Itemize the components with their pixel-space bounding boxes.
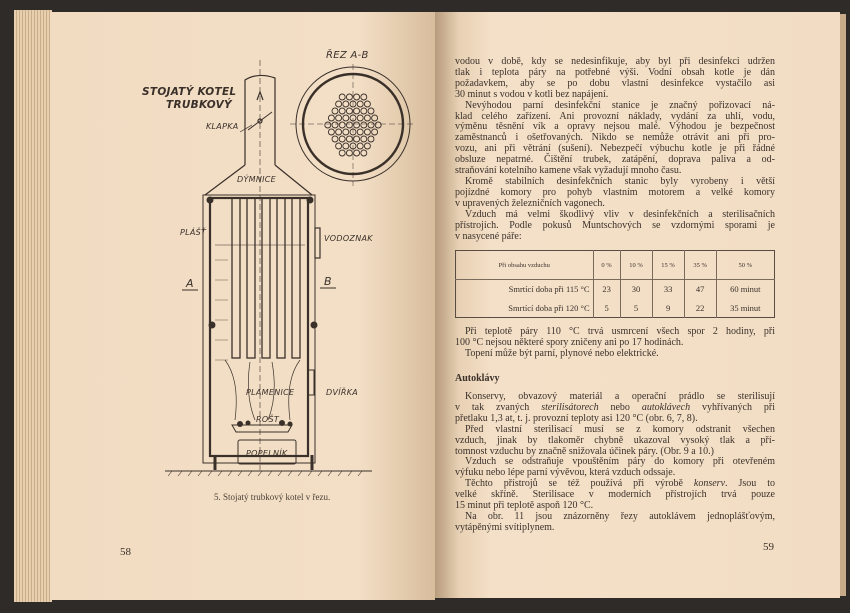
- tube-circle: [375, 122, 381, 128]
- label-firetubes: PLAMENICE: [246, 388, 295, 397]
- tube-circle: [354, 94, 360, 100]
- label-grate: ROŠT: [256, 415, 280, 424]
- text-line: Konservy, obvazový materiál a operační prádlo se sterilisují: [465, 391, 775, 402]
- text-line: vytápěnými svítiplynem.: [455, 521, 555, 533]
- text-line: pojízdné komory pro pohyb vlastním motorem a velké komory: [455, 186, 775, 198]
- tube-circle: [332, 108, 338, 114]
- text-line: klad celého zařízení. Ani provozní náklady, vydání za uhlí, vodu,: [455, 110, 775, 122]
- table-cell: 5: [620, 299, 652, 318]
- tube-circle: [339, 150, 345, 156]
- tube-circle: [368, 122, 374, 128]
- label-a: A: [186, 277, 194, 290]
- tube-circle: [346, 122, 352, 128]
- table-cell: Smrtící doba při 115 °C: [508, 284, 590, 295]
- tube-circle: [339, 108, 345, 114]
- text-line: Nevýhodou parní desinfekční stanice je značný pořizovací ná-: [465, 99, 775, 111]
- tube-circle: [343, 143, 349, 149]
- table-cell: 35 minut: [716, 299, 774, 318]
- spore-kill-table: [455, 250, 775, 318]
- text-line: Při teplotě páry 110 °C trvá usmrcení všech spor 2 hodiny, při: [465, 326, 775, 337]
- tube-circle: [339, 136, 345, 142]
- label-shell: PLÁŠŤ: [180, 228, 207, 237]
- boiler-body: [203, 195, 320, 470]
- label-b: B: [324, 275, 332, 288]
- tube-circle: [325, 122, 331, 128]
- tube-circle: [346, 108, 352, 114]
- tube-circle: [361, 94, 367, 100]
- tube-circle: [332, 122, 338, 128]
- text-line: tlak i teplota páry na potřebné výši. Vodní obsah kotle je dán: [455, 66, 775, 78]
- tube-circle: [336, 129, 342, 135]
- text-line: vodou v době, kdy se nedesinfikuje, aby byl při desinfekci udržen: [455, 56, 775, 67]
- label-ashpan: POPELNÍK: [246, 449, 288, 458]
- tube-circle: [361, 136, 367, 142]
- text-line: obsluze nepatrné. Čištění trubek, zatápění, doprava paliva a od-: [455, 154, 775, 166]
- table-cell: 33: [652, 280, 684, 299]
- table-cell: 9: [652, 299, 684, 318]
- table-header: 0 %: [593, 251, 620, 280]
- tube-circle: [364, 115, 370, 121]
- tube-circle: [357, 143, 363, 149]
- tube-circle: [361, 108, 367, 114]
- tube-circle: [336, 101, 342, 107]
- table-row: [456, 299, 775, 318]
- tube-circle: [346, 94, 352, 100]
- tube-circle: [343, 101, 349, 107]
- right-page-text-top: [455, 57, 775, 242]
- text-line: přetlaku 1,3 at, t. j. provozní teploty asi 120 °C (obr. 6, 7, 8).: [455, 412, 698, 424]
- tube-circle: [372, 115, 378, 121]
- figure-caption: 5. Stojatý trubkový kotel v řezu.: [214, 492, 331, 502]
- tube-circle: [357, 129, 363, 135]
- text-line: výfuku nebo lépe parní vývěvou, která vzduch odssaje.: [455, 467, 676, 479]
- section-view: [290, 64, 416, 186]
- tube-circle: [343, 115, 349, 121]
- tube-circle: [372, 129, 378, 135]
- right-page-text-bottom: [455, 392, 775, 534]
- text-line: v upravených železničních vagonech.: [455, 197, 605, 209]
- tube-circle: [364, 101, 370, 107]
- text-line: 100 °C nejsou některé spory zničeny ani po 17 hodinách.: [455, 336, 684, 348]
- tube-circle: [364, 129, 370, 135]
- table-header-row: [456, 251, 775, 280]
- text-line: Těchto přístrojů se též používá při výrobě konserv. Jsou to: [465, 478, 776, 490]
- tube-circle: [354, 122, 360, 128]
- tube-circle: [361, 122, 367, 128]
- text-line: vozu, ani při větrání (sušení). Nebezpečí výbuchu kotle je při řádné: [455, 143, 775, 155]
- tube-circle: [336, 143, 342, 149]
- text-line: v tak zvaných sterilisátorech nebo autoklávech vyhřívaných při: [455, 401, 775, 413]
- text-line: Před vlastní sterilisací musí se z komory odstranit všechen: [465, 423, 775, 435]
- text-line: výměnu těsnění vík a opravy nejsou malé. Výhodou je bezpečnost: [455, 121, 775, 133]
- table-header: 35 %: [684, 251, 716, 280]
- table-cell: 22: [684, 299, 716, 318]
- tube-circle: [328, 115, 334, 121]
- tube-circle: [368, 136, 374, 142]
- text-line: požadavkem, aby se po dobu vlastní desinfekce vystačilo asi: [455, 77, 775, 89]
- tube-circle: [354, 108, 360, 114]
- figure-title-line2: TRUBKOVÝ: [166, 99, 232, 111]
- page-number-left: 58: [120, 546, 131, 558]
- table-header: 10 %: [620, 251, 652, 280]
- tube-circle: [328, 129, 334, 135]
- tube-circle: [343, 129, 349, 135]
- tube-circle: [354, 150, 360, 156]
- tube-circle: [346, 150, 352, 156]
- text-line: Kromě stabilních desinfekčních stanic byly vyrobeny i větší: [465, 175, 775, 187]
- tube-circle: [364, 143, 370, 149]
- table-cell: Smrtící doba při 120 °C: [508, 302, 590, 313]
- text-line: Vzduch se odstraňuje vpouštěním páry do komory při otevřeném: [465, 456, 775, 468]
- tube-circle: [339, 94, 345, 100]
- text-line: straňování kotelního kamene však vyžadují mnoho času.: [455, 165, 682, 177]
- text-line: 30 minut s vodou v kotli bez napájení.: [455, 88, 609, 100]
- right-page-text-mid: [455, 327, 775, 360]
- label-door: DVÍŘKA: [326, 388, 359, 397]
- table-cell: 23: [593, 280, 620, 299]
- text-line: zaměstnanců i ošetřovaných. Nikdo se nemůže otrávit ani při pro-: [455, 132, 775, 144]
- table-cell: 5: [593, 299, 620, 318]
- tube-circle: [339, 122, 345, 128]
- text-line: tomnost vzduchu by značně snižovala účinek páry. (Obr. 9 a 10.): [455, 445, 714, 457]
- text-line: velké skříně. Sterilisace v moderních přístrojích trvá pouze: [455, 489, 775, 501]
- text-line: 15 minut při teplotě aspoň 120 °C.: [455, 500, 594, 512]
- label-section: ŘEZ A-B: [326, 50, 369, 61]
- table-cell: 47: [684, 280, 716, 299]
- text-line: v nasycené páře:: [455, 230, 522, 242]
- label-water-gauge: VODOZNAK: [324, 234, 373, 243]
- label-smokebox: DÝMNICE: [237, 175, 277, 184]
- tube-circle: [357, 115, 363, 121]
- table-cell: 30: [620, 280, 652, 299]
- table-header: Při obsahu vzduchu: [456, 251, 594, 280]
- text-line: Na obr. 11 jsou znázorněny řezy autoklávem jednoplášťovým,: [465, 510, 775, 522]
- text-line: Topení může být parní, plynové nebo elektrické.: [465, 347, 659, 359]
- tube-circle: [357, 101, 363, 107]
- label-damper: KLAPKA: [206, 122, 239, 131]
- table-cell: 60 minut: [716, 280, 774, 299]
- tube-circle: [368, 108, 374, 114]
- text-line: vzduch, jinak by tlakoměr chybně ukazoval vysoký tlak a pří-: [455, 434, 775, 446]
- table-header: 15 %: [652, 251, 684, 280]
- table-row: [456, 280, 775, 299]
- figure-title-line1: STOJATÝ KOTEL: [142, 86, 237, 98]
- tube-circle: [354, 136, 360, 142]
- ground-line: [165, 471, 372, 476]
- tube-circle: [336, 115, 342, 121]
- text-line: Vzduch má velmi škodlivý vliv v desinfekčních a sterilisačních: [465, 208, 775, 220]
- tube-circle: [361, 150, 367, 156]
- tube-circle: [332, 136, 338, 142]
- page-number-right: 59: [763, 541, 774, 553]
- table-header: 50 %: [716, 251, 774, 280]
- text-line: přístrojích. Podle pokusů Muntschových se vzdornými sporami je: [455, 219, 775, 231]
- tube-circle: [346, 136, 352, 142]
- section-heading: Autoklávy: [455, 373, 500, 384]
